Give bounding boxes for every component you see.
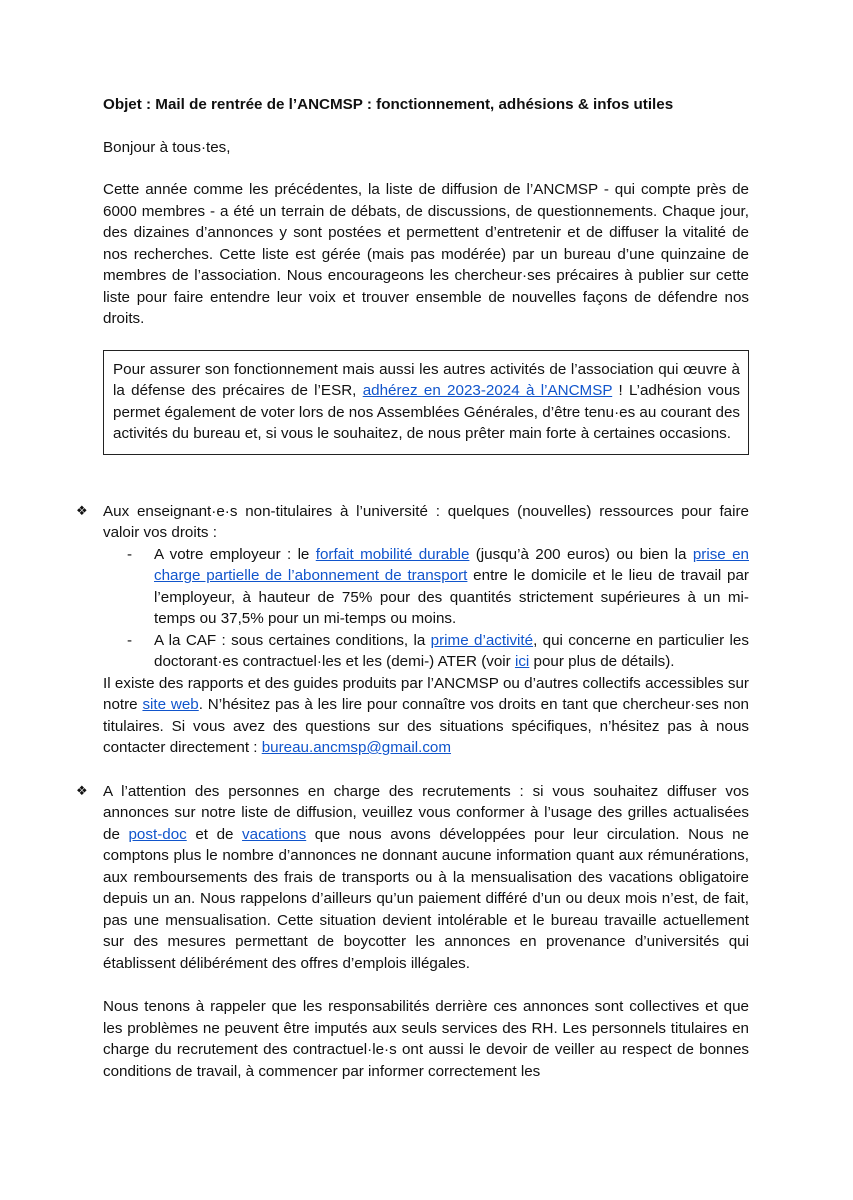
item-text: entre le domicile et le lieu de travail par l’employeur, à hauteur de 75% pour des quantités strictement supérieures à un mi-temps ou 37,5% pour un mi-temps ou moins. — [154, 567, 749, 627]
para-text: . N’hésitez pas à les lire pour connaître vos droits en tant que chercheur·ses non titulaires. Si vous avez des questions sur des situations spécifiques, n’hésitez pas à nous contacter directement : — [103, 696, 750, 756]
vacations-link[interactable]: vacations — [242, 825, 307, 843]
section2-paragraph — [103, 781, 749, 975]
intro-paragraph: Cette année comme les précédentes, la liste de diffusion de l’ANCMSP - qui compte près de 6000 membres - a été un terrain de débats, de discussions, de questionnements. Chaque jour, des dizaines d’annonces y sont postées et permettent d’entretenir et de diffuser la vitalité de nos recherches. Cette liste est gérée (mais pas modérée) par un bureau d’une quinzaine de membres de l’association. Nous encourageons les chercheur·ses précaires à publier sur cette liste pour faire entendre leur voix et trouver ensemble de nouvelles façons de défendre nos droits. — [103, 181, 749, 327]
section1-paragraph — [103, 673, 749, 759]
list-item-employeur — [103, 544, 749, 630]
item-text: , qui concerne en particulier les doctorant·es contractuel·les et les (demi-) ATER (voir — [154, 631, 749, 670]
section-recrutements — [76, 781, 750, 975]
ici-link[interactable]: ici — [514, 653, 530, 670]
para-text: A l’attention des personnes en charge des recrutements : si vous souhaitez diffuser vos annonces sur notre liste de diffusion, veuillez vous conformer à l’usage des grilles actualisées de — [103, 782, 749, 843]
item-text: (jusqu’à 200 euros) ou bien la — [469, 545, 693, 563]
para-text: et de — [186, 825, 243, 843]
box-text-before: Pour assurer son fonctionnement mais aussi les autres activités de l’association qui œuvre à la défense des précaires de l’ESR, — [113, 360, 740, 399]
dash-marker: - — [127, 545, 133, 563]
diamond-bullet-icon: ❖ — [76, 783, 88, 799]
membership-link[interactable]: adhérez en 2023-2024 à l’ANCMSP — [362, 382, 613, 399]
para-text: Il existe des rapports et des guides produits par l’ANCMSP ou d’autres collectifs accessibles sur notre — [103, 674, 749, 713]
email-link[interactable]: bureau.ancmsp@gmail.com — [261, 739, 452, 756]
item-text: pour plus de détails). — [529, 653, 675, 670]
box-text-after: ! L’adhésion vous permet également de voter lors de nos Assemblées Générales, d’être tenu·es au courant des activités du bureau et, si vous le souhaitez, de nous prêter main forte à certaines occasions. — [113, 382, 741, 442]
item-text: A la CAF : sous certaines conditions, la — [154, 631, 431, 649]
subject-line: Objet : Mail de rentrée de l’ANCMSP : fonctionnement, adhésions & infos utiles — [103, 96, 674, 113]
resources-list — [103, 544, 749, 673]
site-web-link[interactable]: site web — [142, 696, 199, 713]
item-text: A votre employeur : le — [154, 545, 316, 563]
greeting: Bonjour à tous·tes, — [103, 138, 231, 156]
abonnement-transport-link[interactable]: prise en charge partielle de l’abonnement de transport — [154, 545, 749, 584]
membership-box — [103, 350, 749, 455]
post-doc-link[interactable]: post-doc — [128, 825, 187, 843]
document-body — [76, 94, 750, 1082]
prime-activite-link[interactable]: prime d’activité — [430, 631, 534, 649]
diamond-bullet-icon: ❖ — [76, 503, 88, 519]
para-text: que nous avons développées pour leur circulation. Nous ne comptons plus le nombre d’annonces ne donnant aucune information quant aux rémunérations, aux remboursements des frais de transports ou à la mensualisation des vacations obligatoire depuis un an. Nous rappelons d’ailleurs qu’un paiement différé d’un ou deux mois n’est, de fait, pas une mensualisation. Cette situation devient intolérable et le bureau travaille actuellement sur des mesures permettant de boycotter les annonces en provenance d’universités qui établissent délibérément des offres d’emplois illégales. — [103, 825, 750, 972]
dash-marker: - — [127, 631, 133, 649]
section1-heading: Aux enseignant·e·s non-titulaires à l’université : quelques (nouvelles) ressources pour faire valoir vos droits : — [103, 502, 749, 541]
forfait-mobilite-link[interactable]: forfait mobilité durable — [315, 545, 470, 563]
section-non-titulaires — [76, 501, 750, 759]
closing-paragraph: Nous tenons à rappeler que les responsabilités derrière ces annonces sont collectives et que les problèmes ne peuvent être imputés aux seuls services des RH. Les personnels titulaires en charge du recrutement des contractuel·le·s ont aussi le devoir de veiller au respect de bonnes conditions de travail, à commencer par informer correctement les — [103, 998, 749, 1080]
list-item-caf — [103, 630, 749, 673]
